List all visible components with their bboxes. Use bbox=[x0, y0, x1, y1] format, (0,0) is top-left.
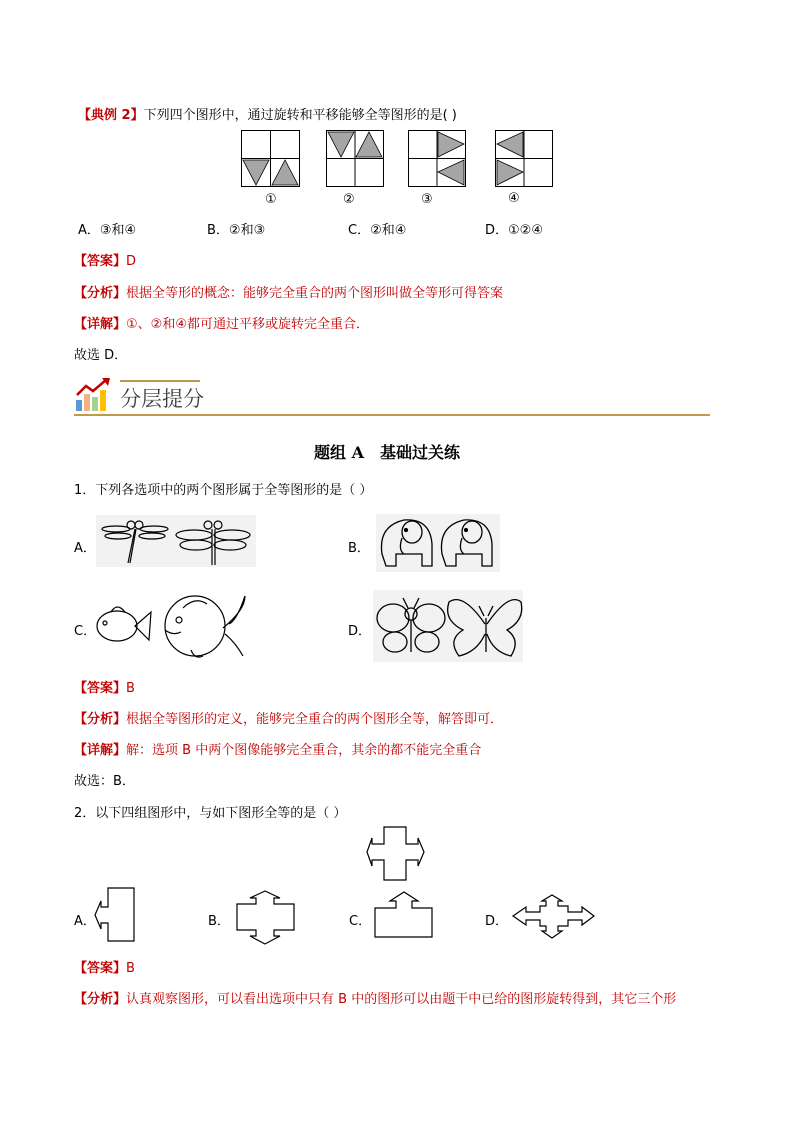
example-option-a: A．③和④ bbox=[78, 223, 137, 238]
q1-detail: 【详解】解：选项 B 中两个图像能够完全重合，其余的都不能完全重合 bbox=[74, 743, 482, 758]
example-tag: 【典例 2】 bbox=[78, 108, 144, 123]
section-title-overline bbox=[120, 380, 200, 382]
q2-analysis: 【分析】认真观察图形，可以看出选项中只有 B 中的图形可以由题干中已给的图形旋转得到，其它三个形 bbox=[74, 992, 677, 1007]
example-option-d: D．①②④ bbox=[485, 223, 543, 238]
example-detail: 【详解】①、②和④都可通过平移或旋转完全重合． bbox=[74, 317, 369, 332]
example-question-text: 下列四个图形中，通过旋转和平移能够全等图形的是( ) bbox=[143, 108, 457, 123]
q2-option-a: A． bbox=[74, 914, 96, 929]
q2-answer: 【答案】B bbox=[74, 961, 135, 976]
example-figure-3 bbox=[408, 130, 468, 188]
group-title: 题组 A 基础过关练 bbox=[314, 443, 460, 462]
q1-option-b: B． bbox=[348, 541, 370, 556]
q2-shape-b bbox=[236, 890, 296, 946]
q1-answer: 【答案】B bbox=[74, 681, 135, 696]
figure-label-2: ② bbox=[343, 192, 355, 207]
q2-shape-a bbox=[94, 887, 136, 943]
q2-question: 2．以下四组图形中，与如下图形全等的是（ ） bbox=[74, 806, 347, 821]
q2-shape-d bbox=[512, 894, 596, 940]
q1-option-a: A． bbox=[74, 541, 96, 556]
figure-label-4: ④ bbox=[508, 191, 520, 206]
dragonfly-pair-image bbox=[96, 515, 256, 567]
example-figure-1 bbox=[241, 130, 301, 188]
chart-growth-icon bbox=[76, 378, 112, 412]
example-question bbox=[78, 104, 457, 123]
q2-option-c: C． bbox=[349, 914, 372, 929]
example-answer: 【答案】D bbox=[74, 254, 137, 269]
figure-label-1: ① bbox=[265, 192, 277, 207]
reference-shape bbox=[366, 826, 426, 882]
butterfly-pair-image bbox=[373, 590, 523, 662]
q1-analysis: 【分析】根据全等图形的定义，能够完全重合的两个图形全等，解答即可． bbox=[74, 712, 504, 727]
example-conclusion: 故选 D． bbox=[74, 348, 128, 363]
q1-question: 1．下列各选项中的两个图形属于全等图形的是（ ） bbox=[74, 483, 373, 498]
section-title: 分层提分 bbox=[120, 387, 204, 411]
q2-option-d: D． bbox=[485, 914, 509, 929]
example-figure-2 bbox=[326, 130, 386, 188]
fish-pair-image bbox=[95, 590, 255, 662]
example-option-c: C．②和④ bbox=[348, 223, 407, 238]
q1-option-c: C． bbox=[74, 624, 97, 639]
q2-shape-c bbox=[374, 891, 434, 939]
example-option-b: B．②和③ bbox=[207, 223, 266, 238]
q1-option-d: D． bbox=[348, 624, 372, 639]
elephant-pair-image bbox=[376, 514, 500, 572]
example-analysis: 【分析】根据全等形的概念：能够完全重合的两个图形叫做全等形可得答案 bbox=[74, 286, 504, 301]
section-divider bbox=[74, 414, 710, 416]
q2-option-b: B． bbox=[208, 914, 230, 929]
figure-label-3: ③ bbox=[421, 192, 433, 207]
example-figure-4 bbox=[495, 130, 555, 188]
q1-conclusion: 故选：B． bbox=[74, 774, 135, 789]
